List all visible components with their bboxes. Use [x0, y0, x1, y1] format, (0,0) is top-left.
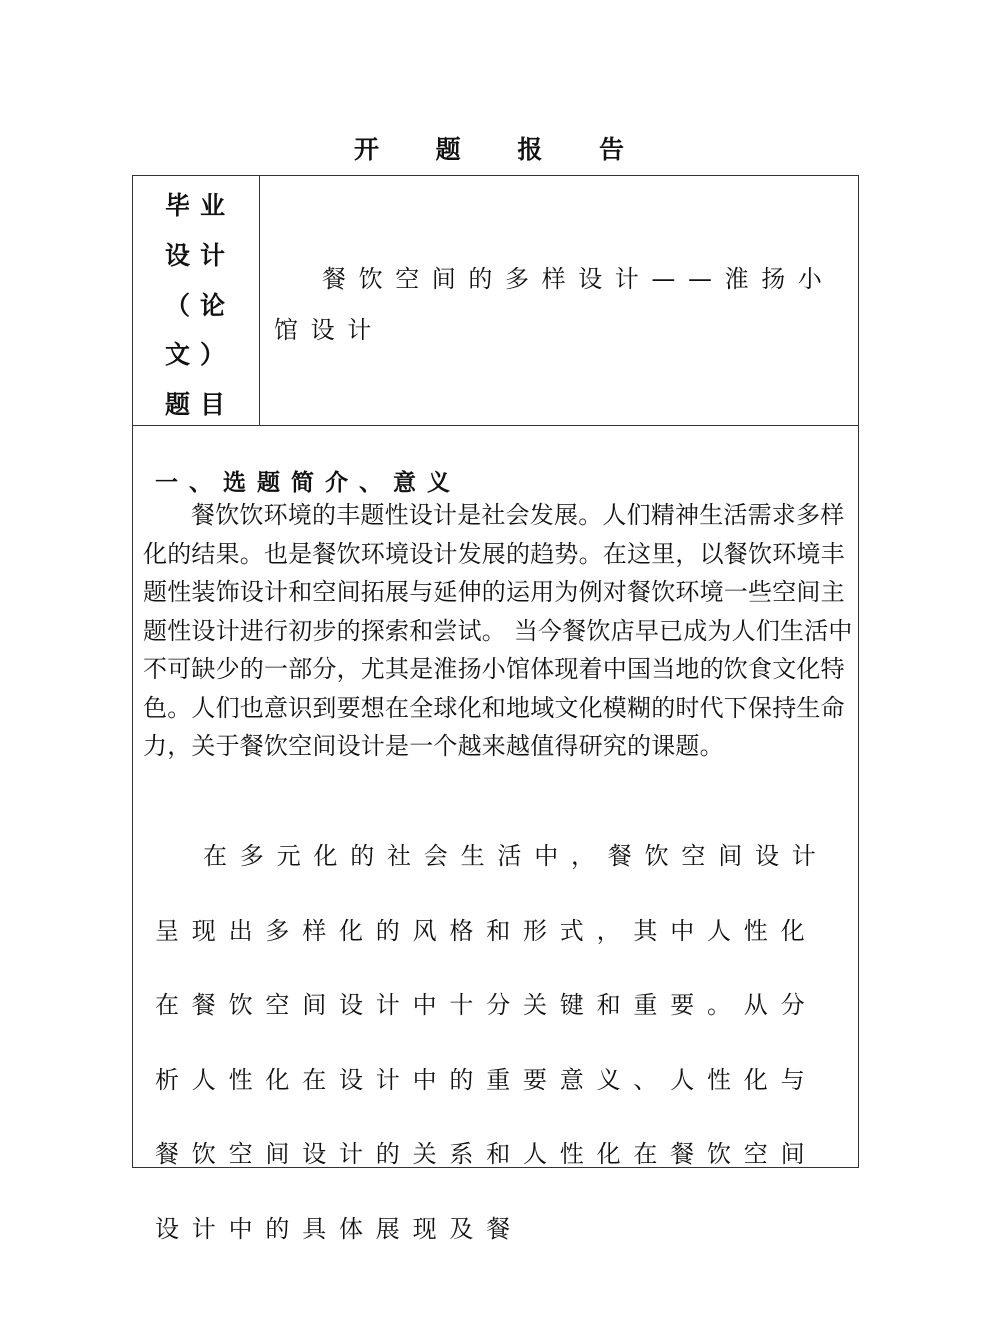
topic-value-cell [260, 176, 858, 425]
topic-row [133, 176, 858, 426]
topic-label-line: 题目 [164, 390, 235, 419]
thesis-topic: 餐饮空间的多样设计——淮扬小馆设计 [274, 265, 835, 344]
topic-label-line: 毕业 [164, 191, 235, 220]
page-title: 开 题 报 告 [353, 135, 649, 164]
paragraph-significance: 在多元化的社会生活中，餐饮空间设计呈现出多样化的风格和形式，其中人性化在餐饮空间设计中十分关键和重要。从分析人性化在设计中的重要意义、人性化与餐饮空间设计的关系和人性化在餐饮空间设计中的具体展现及餐 [155, 842, 829, 1243]
topic-label-line: 设计 [164, 241, 235, 270]
content-clip [133, 426, 858, 1243]
topic-label-line: （论 [164, 291, 235, 320]
paragraph-intro: 餐饮饮环境的丰题性设计是社会发展。人们精神生活需求多样化的结果。也是餐饮环境设计发展的趋势。在这里，以餐饮环境丰题性装饰设计和空间拓展与延伸的运用为例对餐饮环境一些空间主题性设计进行初步的探索和尝试。 当今餐饮店早已成为人们生活中不可缺少的一部分，尤其是淮扬小馆体现着中国当地的饮食文化特色。人们也意识到要想在全球化和地域文化模糊的时代下保持生命力，关于餐饮空间设计是一个越来越值得研究的课题。 [143, 501, 853, 760]
topic-label-line: 文） [164, 340, 235, 369]
report-table [132, 175, 859, 1243]
topic-label-cell [133, 176, 260, 425]
section-heading: 一、选题简介、意义 [155, 470, 461, 496]
content-cell [133, 426, 858, 1243]
